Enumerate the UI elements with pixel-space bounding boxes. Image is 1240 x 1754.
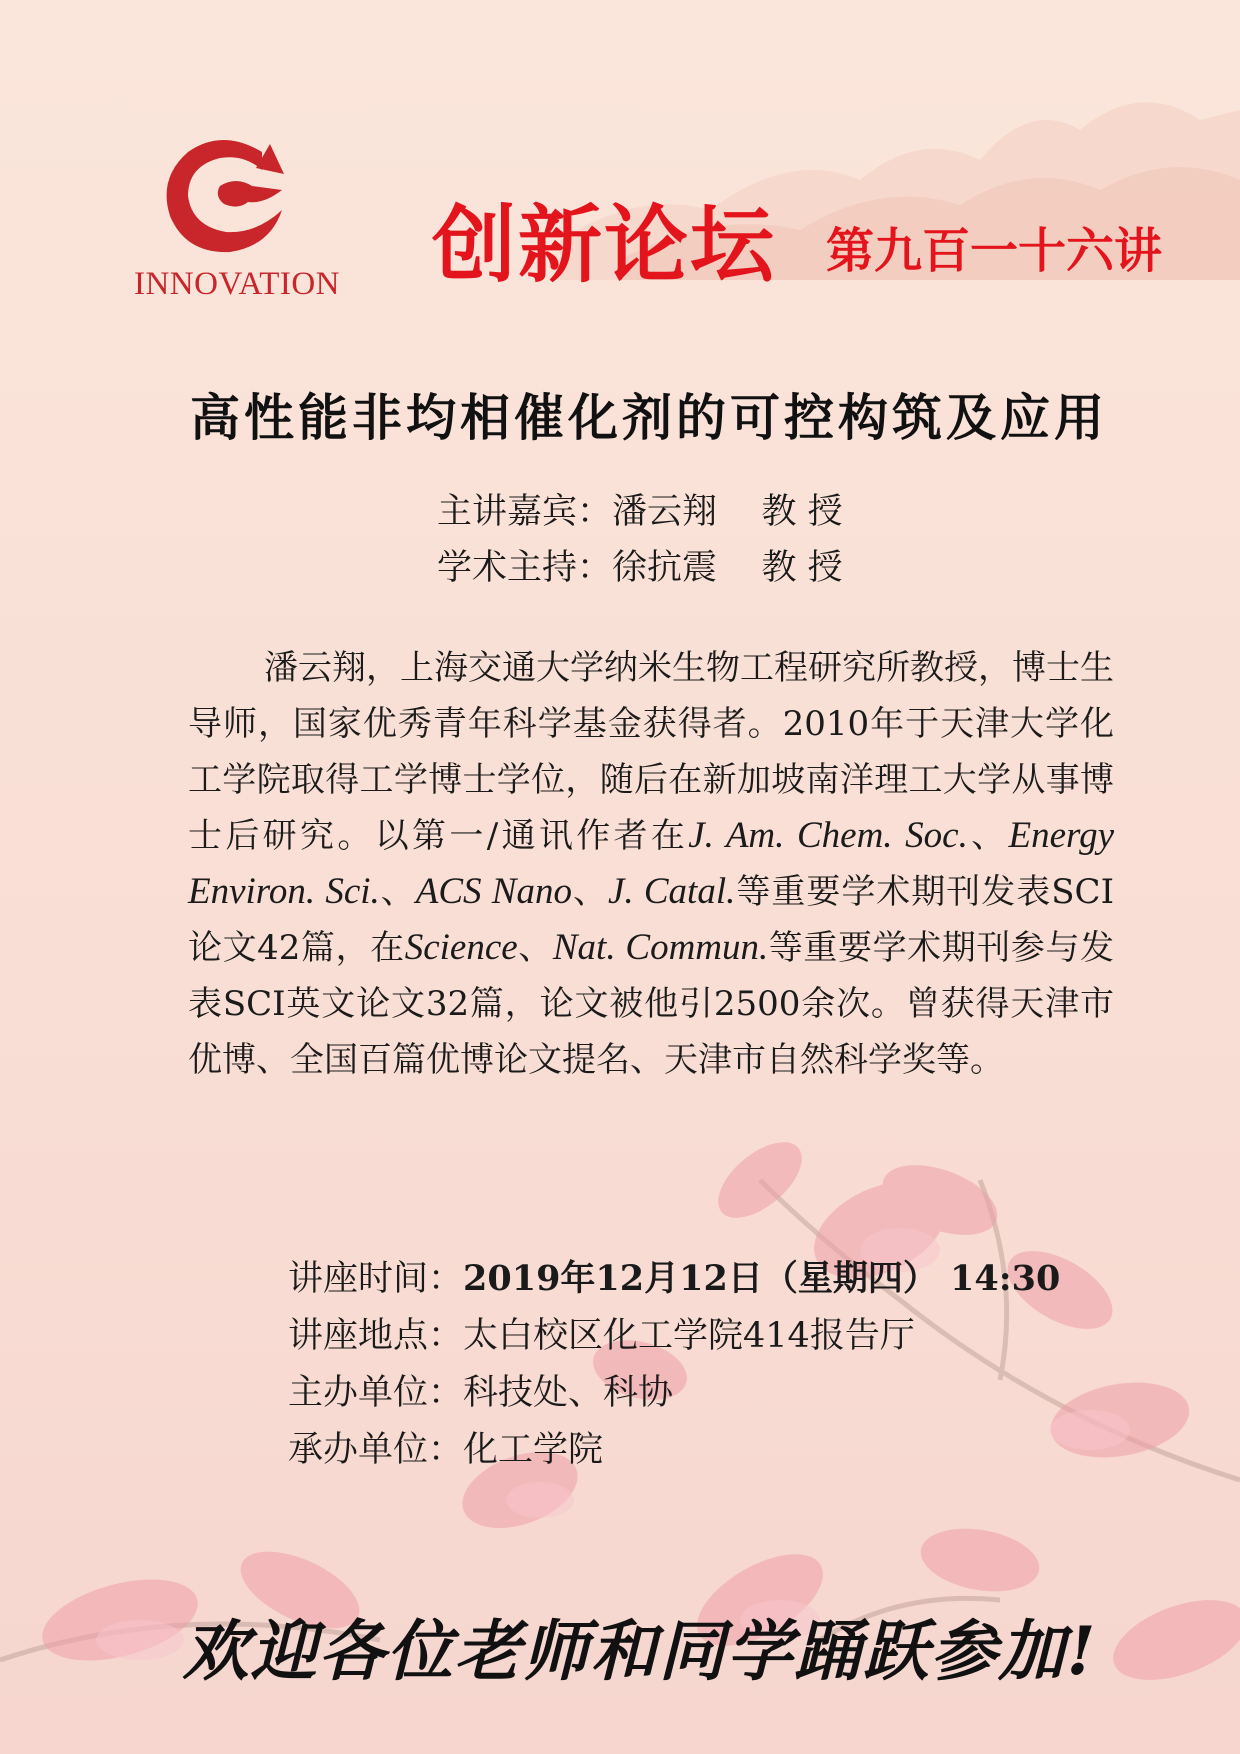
- venue-label: 讲座地点：: [288, 1316, 464, 1356]
- journal-name: ACS Nano: [415, 871, 572, 912]
- host-unit-label: 承办单位：: [288, 1430, 464, 1470]
- speaker-title: 教 授: [761, 492, 843, 532]
- journal-name: Energy Environ. Sci.: [188, 815, 1114, 912]
- speaker-label: 主讲嘉宾：: [437, 492, 613, 532]
- lecture-info-block: [288, 1250, 1060, 1479]
- host-row: [437, 540, 843, 596]
- bio-text: 等重要学术期刊参与发表SCI英文论文32篇，论文被他引2500余次。曾获得天津市优博、全国百篇优博论文提名、天津市自然科学奖等。: [188, 928, 1115, 1080]
- swirl-logo-icon: [152, 130, 292, 260]
- organizer-label: 主办单位：: [288, 1373, 464, 1413]
- journal-name: Nat. Commun.: [552, 927, 769, 968]
- venue-value: 太白校区化工学院414报告厅: [463, 1316, 915, 1356]
- speaker-biography: [188, 640, 1114, 1088]
- host-unit-value: 化工学院: [463, 1430, 604, 1470]
- journal-name: J. Catal.: [607, 871, 736, 912]
- time-value: 2019年12月12日（星期四） 14:30: [463, 1258, 1061, 1299]
- time-label: 讲座时间：: [288, 1259, 464, 1299]
- logo-text: INNOVATION: [133, 266, 341, 302]
- speaker-row: [437, 484, 843, 540]
- talk-title: 高性能非均相催化剂的可控构筑及应用: [190, 389, 1108, 447]
- lecture-venue-row: [288, 1308, 1060, 1365]
- journal-name: J. Am. Chem. Soc.: [688, 815, 968, 856]
- separator: 、: [517, 928, 553, 968]
- separator: 、: [571, 872, 608, 912]
- host-name: 徐抗震: [612, 548, 718, 588]
- welcome-slogan: 欢迎各位老师和同学踊跃参加!: [182, 1612, 1098, 1690]
- innovation-logo: [122, 130, 352, 310]
- host-unit-row: [288, 1422, 1060, 1479]
- journal-name: Science: [404, 927, 518, 968]
- separator: 、: [967, 816, 1009, 856]
- bio-text: 等重要学术期刊发表SCI论文42篇，在: [188, 872, 1114, 968]
- lecture-time-row: [288, 1250, 1060, 1308]
- lecture-number: 第九百一十六讲: [826, 223, 1163, 279]
- forum-title: 创新论坛: [432, 196, 777, 294]
- bio-text: 潘云翔，上海交通大学纳米生物工程研究所教授，博士生导师，国家优秀青年科学基金获得者。2010年于天津大学化工学院取得工学博士学位，随后在新加坡南洋理工大学从事博士后研究。以第一/通讯作者在: [188, 648, 1114, 856]
- host-title: 教 授: [761, 548, 843, 588]
- separator: 、: [379, 872, 416, 912]
- organizer-row: [288, 1365, 1060, 1422]
- organizer-value: 科技处、科协: [463, 1373, 674, 1413]
- speaker-host-block: [437, 484, 843, 596]
- speaker-name: 潘云翔: [612, 492, 718, 532]
- host-label: 学术主持：: [437, 548, 613, 588]
